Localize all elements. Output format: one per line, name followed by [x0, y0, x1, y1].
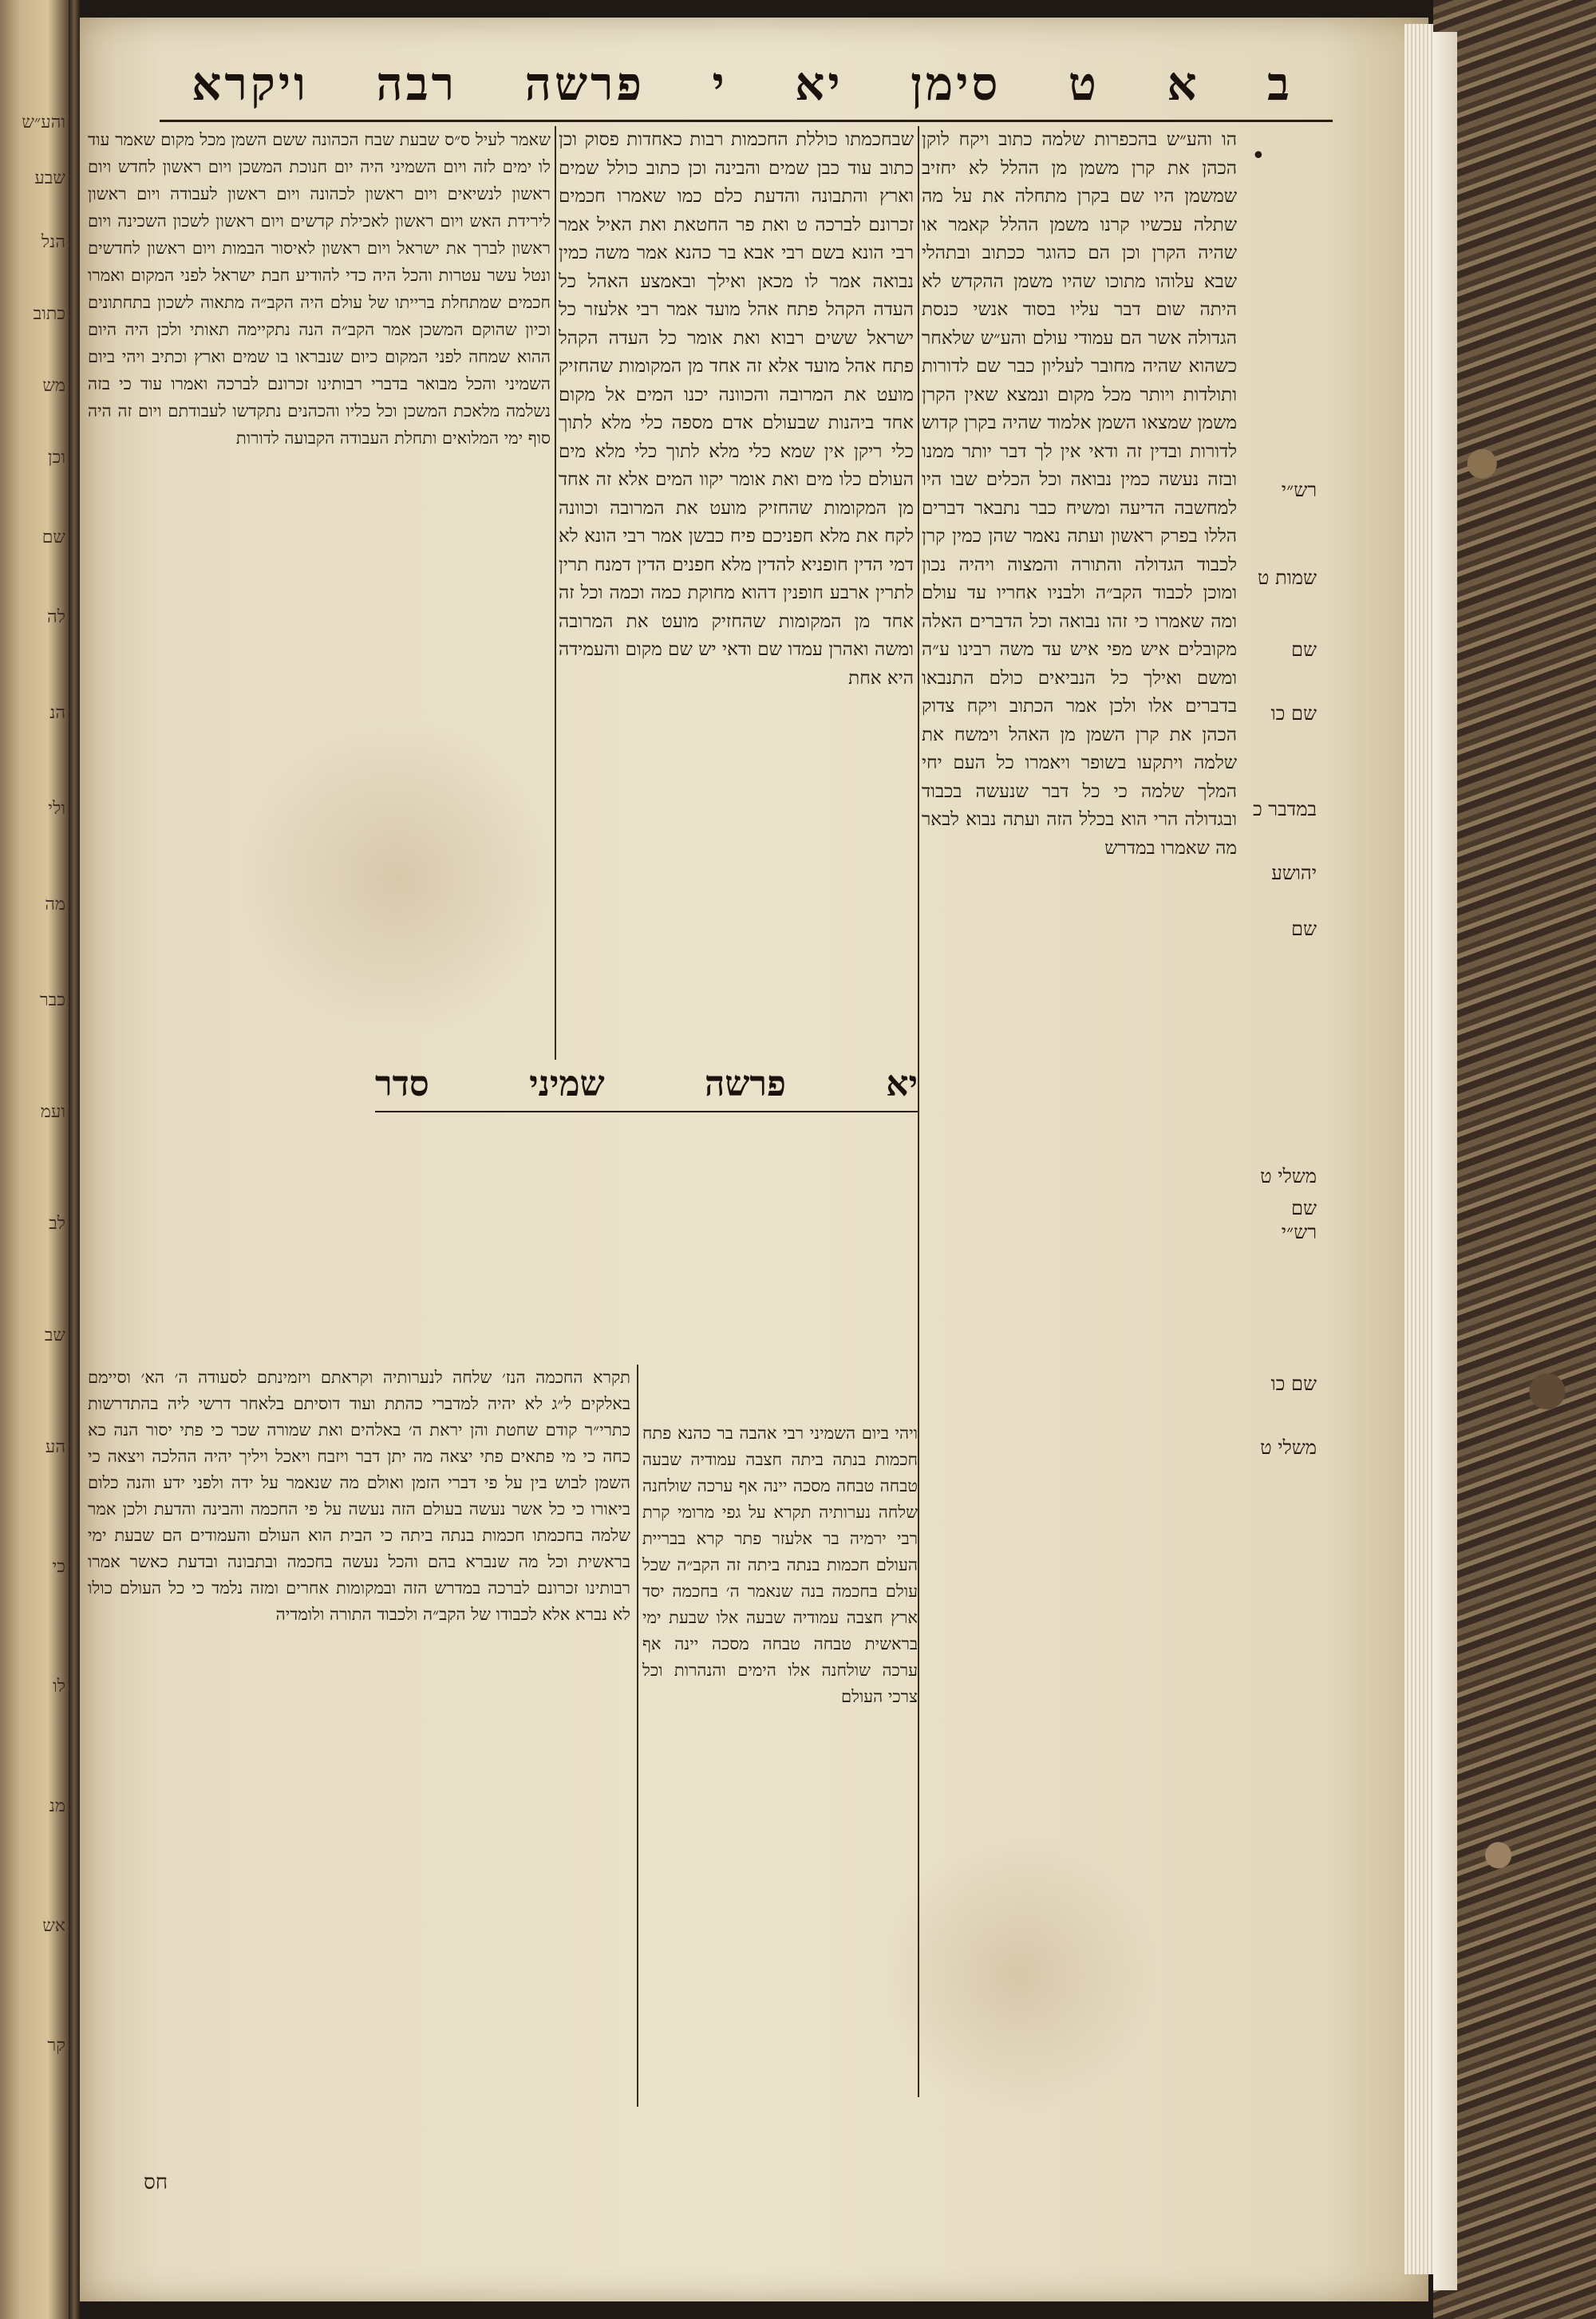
midrash-text: שבחכמתו כוללת החכמות רבות כאחדות פסוק וכן כתוב עוד כבן שמים והבינה וכן כתוב כולל שמים וארץ והתבונה והדעת כלם כמו שאמרו חכמים זכרונם לברכה ט ואת פר החטאת ואת האיל אמר רבי הונא בשם רבי אבא בר כהנא אמר משה כמין נבואה אמר לו מכאן ואילך ובאמצע האהל כל העדה הקהל פתח אהל מועד אמר רבי אלעזר כל ישראל ששים רבוא ואת אומר כל העדה הקהל פתח אהל מועד אלא זה אחד מן המקומות שהחזיק מועט את המרובה והכוונה יכנו המים אל מקום אחד ביהנות שבעולם אדם מספה כלי מלא לתוך כלי ריקן אין שמא כלי מלא לתוך כלי מלא מים העולם כלו מים ואת אומר יקוו המים אלא זה אחד מן המקומות שהחזיק מועט את המרובה וכוונה לקח את מלא חפניכם פיח כבשן אמר רבי הונא לא דמי הדין חופניא להדין מלא חפנים הדין דמנח תרין לתרין ארבע חופנין דהוא מחוקת כמה וכמה וכל זה אחד מן המקומות שהחזיק מועט את המרובה ומשה ואהרן עמדו שם ודאי יש שם מקום והעמידה היא אחת	[559, 129, 914, 689]
margin-note: רש״י	[1281, 479, 1317, 501]
margin-note: יהושע	[1271, 862, 1317, 884]
midrash-text-column-lower	[642, 1420, 918, 2107]
margin-note: משלי ט	[1260, 1436, 1317, 1459]
margin-note: רש״י	[1281, 1221, 1317, 1243]
header-rabbah: רבה	[376, 57, 458, 111]
header-parashah-num2: יא	[795, 57, 843, 111]
header-parashah-num: י	[712, 57, 728, 111]
commentary-text: תקרא החכמה הנז׳ שלחה לנערותיה וקראתם ויזמינתם לסעודה ה׳ הא׳ וסיימם באלקים ל״ג לא יהיה למדברי כהתת ועוד דוסיתם בלאחר דרשי ליה בהתדרשות כתרי״ר קודם שחטת והן יראת ה׳ באלהים ואת שמורה שכר כי פתי יסור הנה כא כחה כי מי פתאים פתי יצאה מה יתן דבר ויזבח ויאכל ויליך יהיה ההלכה ויצאה כי השמן לבוש בין על פי דברי הזמן ואולם מה שנאמר על ידה ולפני ידע והנה כלום ביאורו כי כל אשר נעשה בעולם הזה נעשה על פי החכמה והבינה והדעת ולכן אמר שלמה בחכמתו חכמות בנתה ביתה כי הבית הוא העולם והעמודים הם שבעת ימי בראשית וכל מה שנברא בהם והכל נעשה בחכמה ובתבונה ובדעת כאשר אמרו רבותינו זכרונם לברכה במדרש הזה ובמקומות אחרים ומזה נלמד כי כל העולם כולו לא נברא אלא לכבודו של הקב״ה ולכבוד התורה ולומדיה	[88, 1368, 630, 1624]
margin-note: שמות ט	[1257, 567, 1317, 589]
column-rule	[918, 126, 919, 2097]
section-heading	[375, 1060, 918, 1108]
header-siman-b: א	[1167, 57, 1200, 111]
column-rule	[555, 126, 556, 1060]
margin-note: שם	[1291, 638, 1317, 661]
section-name: שמיני	[529, 1063, 605, 1104]
commentary-column-left	[88, 126, 551, 1331]
header-siman-label: סימן	[911, 57, 1001, 111]
margin-note: שם	[1291, 918, 1317, 940]
margin-note: שם כו	[1270, 702, 1317, 725]
commentary-column-lower	[88, 1365, 630, 2163]
margin-note: משלי ט	[1260, 1165, 1317, 1187]
commentary-column-right	[922, 126, 1237, 2097]
header-rule	[160, 120, 1333, 122]
book-gutter	[69, 0, 80, 2319]
running-header	[192, 56, 1293, 112]
page-edges	[1404, 24, 1433, 2274]
bullet-mark: •	[1251, 142, 1266, 170]
endpaper	[1433, 32, 1457, 2290]
header-parashah: פרשה	[524, 57, 646, 111]
header-siman-a: ט	[1068, 57, 1100, 111]
margin-note: במדבר כ	[1252, 798, 1317, 820]
facing-page-strip: והע״ש שבע הנל כתוב מש וכן שם לה הנ ולי מה כבר ועמ לב שב הע כי לו מנ אש קר	[0, 0, 69, 2319]
commentary-text: הו והע״ש בהכפרות שלמה כתוב ויקח לוקן הכהן את קרן משמן מן ההלל לא יחזיב שמשמן היו שם בקרן מתחלה את על מה שתלה עכשיו קרנו משמן ההלל קאמר או שהיה הקרן וכן הם כהוגר ככתוב ובתהלי שבא עלוהו מתוכו שהיו משמן ההקדש לא היתה שום דבר עליו בסוד אנשי כנסת הגדולה אשר הם עמודי עולם והע״ש שלאחר כשהוא שהיה מחובר לעליון כבר שם לדורות ותולדות ויותר מכל מקום ונמצא שאין הקרן משמן שמצאו השמן אלמוד שהיה בקרן קדוש לדורות ובדין זה ודאי אין לך דבר יותר ממנו ובזה נעשה כמין נבואה וכל הכלים שבו היו למחשבה הדיעה ומשיח כבר נתבאר דברים הללו בפרק ראשון ועתה נאמר שהן כמין קרן לכבוד הגדולה והתורה והמצוה ויהיה נכון ומוכן לכבוד הקב״ה ולבניו אחריו עד עולם ומה שאמרו כי זהו נבואה וכל הדברים האלה מקובלים איש מפי איש עד משה רבינו ע״ה ומשם ואילך כל הנביאים כולם התנבאו בדברים אלו ולכן אמר הכתוב ויקח צדוק הכהן את קרן השמן מן האהל וימשח את שלמה ויתקעו בשופר ויאמרו כל העם יחי המלך שלמה כי כל דבר שנעשה בכבוד ובגדולה הרי הוא בכלל הזה ועתה נבוא לבאר מה שאמרו במדרש	[922, 129, 1237, 859]
column-rule	[637, 1365, 638, 2107]
commentary-text: שאמר לעיל ס״ס שבעת שבח הכהונה ששם השמן מכל מקום שאמר עוד לו ימים לזה ויום השמיני היה יום חנוכת המשכן ויום ראשון לחדש ויום ראשון לנשיאים ויום ראשון לכהונה ויום ראשון לעבודה ויום ראשון לירידת האש ויום ראשון לאכילת קדשים ויום ראשון לשכון השכינה ויום ראשון לברך את ישראל ויום ראשון לאיסור הבמות ויום ראשון לחדשים ונטל עשר עטרות והכל היה כדי להודיע חבת ישראל לפני המקום ואמרו חכמים שמתחלת ברייתו של עולם היה הקב״ה מתאוה לשכון בתחתונים וכיון שהוקם המשכן אמר הקב״ה הנה נתקיימה תאותי ולכן היה היום ההוא שמחה לפני המקום כיום שנבראו בו שמים וארץ וכתיב ויהי ביום השמיני והכל מבואר בדברי רבותינו זכרונם לברכה ואמרו עוד כי בזה נשלמה מלאכת המשכן וכל כליו והכהנים נתקדשו לעבודתם ויום זה היה סוף ימי המלואים ותחלת העבודה הקבועה לדורות	[88, 130, 551, 448]
header-siman-c: ב	[1267, 57, 1293, 111]
midrash-text: ויהי ביום השמיני רבי אהבה בר כהנא פתח חכמות בנתה ביתה חצבה עמודיה שבעה טבחה טבחה מסכה יינה אף ערכה שולחנה שלחה נערותיה תקרא על גפי מרומי קרת רבי ירמיה בר אלעזר פתר קרא בבריית העולם חכמות בנתה ביתה זה הקב״ה שכל עולם בחכמה בנה שנאמר ה׳ בחכמה יסד ארץ חצבה עמודיה שבעה אלו שבעת ימי בראשית טבחה טבחה מסכה יינה אף ערכה שולחנה אלו הימים והנהרות וכל צרכי העולם	[642, 1424, 918, 1706]
section-seder: סדר	[375, 1063, 429, 1104]
midrash-text-column	[559, 126, 914, 1331]
section-rule	[375, 1111, 918, 1112]
section-parashah: פרשה	[704, 1063, 786, 1104]
header-book: ויקרא	[192, 57, 309, 111]
margin-note: שם	[1291, 1197, 1317, 1219]
section-num: יא	[886, 1063, 918, 1104]
marbled-cover	[1433, 0, 1596, 2319]
margin-note: שם כו	[1270, 1373, 1317, 1395]
catchword: חס	[144, 2171, 168, 2195]
